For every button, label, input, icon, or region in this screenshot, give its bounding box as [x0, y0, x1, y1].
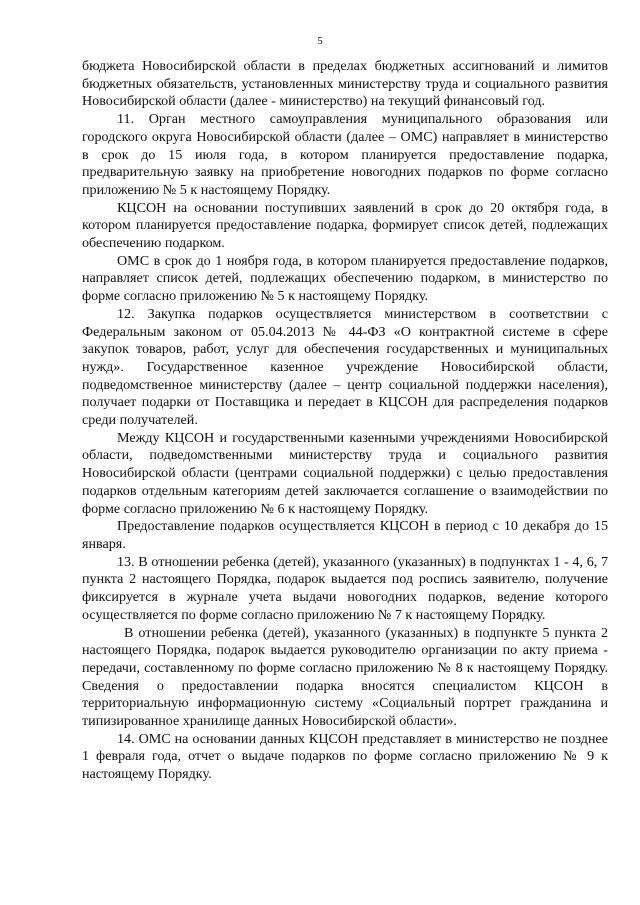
paragraph-budget-continuation: бюджета Новосибирской области в пределах бюджетных ассигнований и лимитов бюджетных обязательств, установленных министерству труда и социального развития Новосибирской области (далее - министерство) на текущий финансовый год.: [82, 58, 608, 110]
page-number: 5: [317, 35, 323, 47]
paragraph-oms-list: ОМС в срок до 1 ноября года, в котором планируется предоставление подарков, направляет список детей, подлежащих обеспечению подарком, в министерство по форме согласно приложению № 5 к настоящему Порядку.: [82, 252, 608, 305]
paragraph-subitem-5: В отношении ребенка (детей), указанного (указанных) в подпункте 5 пункта 2 настоящего Порядка, подарок выдается руководителю организации по акту приема - передачи, составленному по форме согласно приложению № 8 к настоящему Порядку. Сведения о предоставлении подарка вносятся специалистом КЦСОН в территориальную информационную систему «Социальный портрет гражданина и типизированное хранилище данных Новосибирской области».: [82, 624, 608, 730]
paragraph-item-13: 13. В отношении ребенка (детей), указанного (указанных) в подпунктах 1 - 4, 6, 7 пункта 2 настоящего Порядка, подарок выдается под роспись заявителю, получение фиксируется в журнале учета выдачи новогодних подарков, ведение которого осуществляется по форме согласно приложению № 7 к настоящему Порядку.: [82, 553, 608, 623]
paragraph-gift-period: Предоставление подарков осуществляется КЦСОН в период с 10 декабря до 15 января.: [82, 518, 608, 552]
paragraph-agreement: Между КЦСОН и государственными казенными учреждениями Новосибирской области, подведомственными министерству труда и социального развития Новосибирской области (центрами социальной поддержки) с целью предоставления подарков отдельным категориям детей заключается соглашение о взаимодействии по форме согласно приложению № 6 к настоящему Порядку.: [82, 429, 608, 517]
paragraph-item-14: 14. ОМС на основании данных КЦСОН представляет в министерство не позднее 1 февраля года, отчет о выдаче подарков по форме согласно приложению № 9 к настоящему Порядку.: [82, 730, 608, 783]
paragraph-item-11: 11. Орган местного самоуправления муниципального образования или городского округа Новосибирской области (далее – ОМС) направляет в министерство в срок до 15 июля года, в котором планируется предоставление подарка, предварительную заявку на приобретение новогодних подарков по форме согласно приложению № 5 к настоящему Порядку.: [82, 111, 608, 198]
paragraph-kcson-list: КЦСОН на основании поступивших заявлений в срок до 20 октября года, в котором планируется предоставление подарка, формирует список детей, подлежащих обеспечению подарком.: [82, 199, 608, 252]
document-body: [82, 58, 608, 784]
paragraph-item-12: 12. Закупка подарков осуществляется министерством в соответствии с Федеральным законом от 05.04.2013 № 44-ФЗ «О контрактной системе в сфере закупок товаров, работ, услуг для обеспечения государственных и муниципальных нужд». Государственное казенное учреждение Новосибирской области, подведомственное министерству (далее – центр социальной поддержки населения), получает подарки от Поставщика и передает в КЦСОН для распределения подарков среди получателей.: [82, 305, 608, 429]
